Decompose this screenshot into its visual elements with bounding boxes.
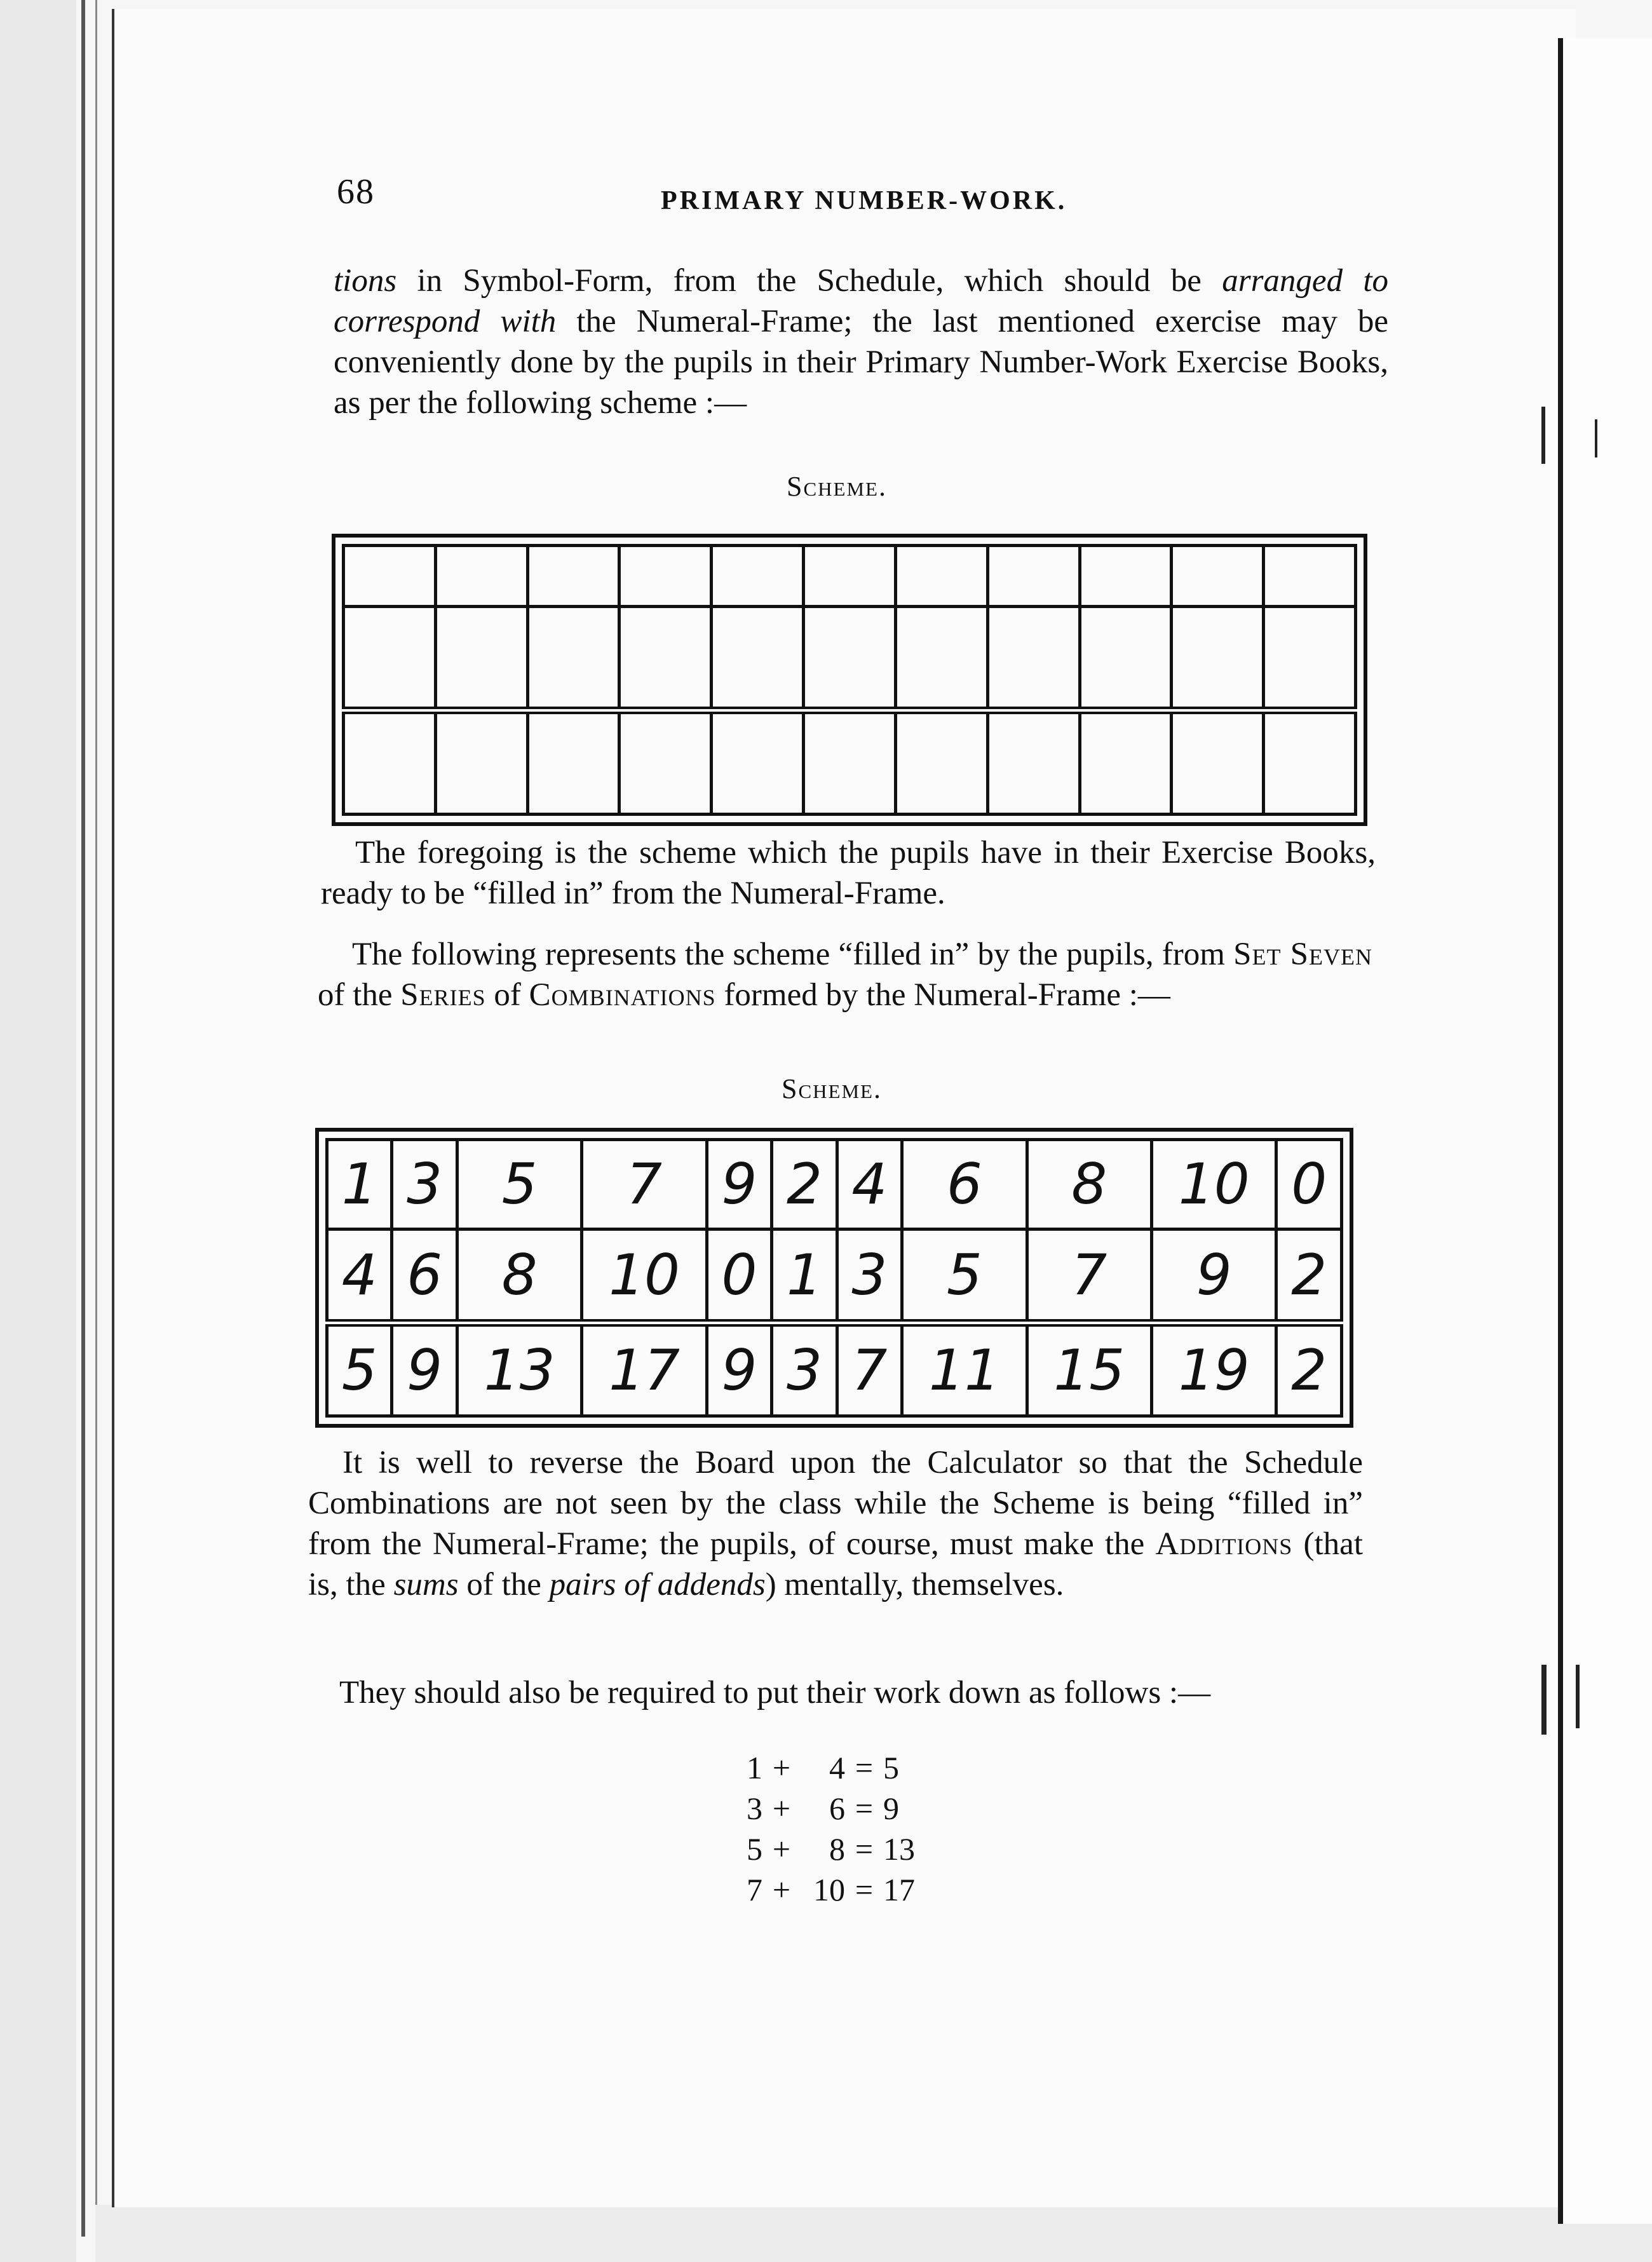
addend: 1 bbox=[747, 1750, 762, 1785]
table-cell: 10 bbox=[1152, 1140, 1276, 1229]
equals-sign: = bbox=[855, 1750, 874, 1785]
equals-sign: = bbox=[855, 1791, 874, 1826]
table-cell: 6 bbox=[902, 1140, 1027, 1229]
text-run: in Symbol-Form, from the Schedule, which should be bbox=[396, 263, 1222, 299]
table-cell: 0 bbox=[707, 1229, 771, 1323]
plus-sign: + bbox=[772, 1750, 791, 1785]
sum: 17 bbox=[883, 1872, 915, 1907]
table-cell: 8 bbox=[1027, 1140, 1151, 1229]
page-stack-edge bbox=[81, 0, 85, 2237]
scheme-caption-1: Scheme. bbox=[787, 471, 887, 502]
text-run: of bbox=[485, 977, 529, 1013]
table-cell: 2 bbox=[772, 1140, 837, 1229]
equation-list bbox=[724, 1747, 966, 1910]
text-run: (that is, the bbox=[308, 1526, 1363, 1602]
table-cell: 7 bbox=[837, 1323, 902, 1416]
facing-page-edge bbox=[1558, 38, 1652, 2224]
table-cell: 3 bbox=[392, 1140, 457, 1229]
table-cell: 10 bbox=[582, 1229, 707, 1323]
scan-margin-left bbox=[0, 0, 76, 2262]
paragraph-work-down: They should also be required to put their work down as follows :— bbox=[339, 1675, 1211, 1710]
paragraph-following bbox=[318, 934, 1372, 1015]
text-run: formed by the Numeral-Frame :— bbox=[715, 977, 1170, 1013]
text-italic: arranged to correspond with bbox=[334, 263, 1389, 339]
text-run: the Numeral-Frame; the last mentioned exercise may be conveniently done by the pupils in their Primary Number-Work Exercise Books, as per the following scheme :— bbox=[334, 304, 1388, 421]
table-row bbox=[344, 546, 1356, 607]
plus-sign: + bbox=[772, 1831, 791, 1867]
table-cell: 9 bbox=[1152, 1229, 1276, 1323]
table-row bbox=[327, 1323, 1342, 1416]
text-run: The following represents the scheme “filled in” by the pupils, from bbox=[352, 937, 1234, 972]
equation-row bbox=[724, 1829, 966, 1869]
page-stack-edge bbox=[95, 0, 97, 2237]
text-run: ) mentally, themselves. bbox=[765, 1567, 1064, 1602]
binding-mark bbox=[1541, 1665, 1547, 1735]
table-row bbox=[344, 607, 1356, 710]
text-smallcaps: Series bbox=[400, 977, 486, 1013]
table-cell: 17 bbox=[582, 1323, 707, 1416]
table-row bbox=[327, 1229, 1342, 1323]
equals-sign: = bbox=[855, 1872, 874, 1907]
table-row bbox=[344, 710, 1356, 814]
table-cell: 15 bbox=[1027, 1323, 1151, 1416]
plus-sign: + bbox=[772, 1872, 791, 1907]
paragraph-reverse-board bbox=[308, 1442, 1363, 1605]
page-header bbox=[337, 172, 1391, 222]
table-row bbox=[327, 1140, 1342, 1229]
addend: 4 bbox=[829, 1750, 845, 1785]
plus-sign: + bbox=[772, 1791, 791, 1826]
table-cell: 6 bbox=[392, 1229, 457, 1323]
equation-row bbox=[724, 1788, 966, 1829]
running-head: PRIMARY NUMBER-WORK. bbox=[661, 186, 1067, 215]
addend: 10 bbox=[813, 1872, 845, 1907]
addend: 7 bbox=[747, 1872, 762, 1907]
blank-scheme-table bbox=[332, 534, 1367, 826]
text-italic: tions bbox=[334, 263, 397, 299]
text-run: of the bbox=[318, 977, 401, 1013]
binding-mark bbox=[1576, 1665, 1580, 1728]
table-cell: 4 bbox=[837, 1140, 902, 1229]
table-cell: 19 bbox=[1152, 1323, 1276, 1416]
binding-mark bbox=[1541, 407, 1545, 464]
text-smallcaps: Set Seven bbox=[1233, 937, 1372, 972]
addend: 5 bbox=[747, 1831, 762, 1867]
table-cell: 7 bbox=[1027, 1229, 1151, 1323]
equation-row bbox=[724, 1747, 966, 1788]
scan-margin-bottom bbox=[95, 2205, 1652, 2262]
text-run: It is well to reverse the Board upon the Calculator so that the Schedule Combinations are not seen by the class while the Scheme is being “filled in” from the Numeral-Frame; the pupils, of course, must make the bbox=[308, 1445, 1363, 1562]
table-cell: 5 bbox=[327, 1323, 392, 1416]
table-cell: 3 bbox=[772, 1323, 837, 1416]
equals-sign: = bbox=[855, 1831, 874, 1867]
table-cell: 4 bbox=[327, 1229, 392, 1323]
table-cell: 11 bbox=[902, 1323, 1027, 1416]
addend: 3 bbox=[747, 1791, 762, 1826]
scheme-caption-2: Scheme. bbox=[782, 1073, 882, 1104]
text-smallcaps: Combinations bbox=[529, 977, 716, 1013]
table-cell: 5 bbox=[902, 1229, 1027, 1323]
table-cell: 9 bbox=[392, 1323, 457, 1416]
page-number: 68 bbox=[337, 172, 375, 212]
table-cell: 1 bbox=[327, 1140, 392, 1229]
text-italic: sums bbox=[393, 1567, 459, 1602]
table-cell: 13 bbox=[457, 1323, 581, 1416]
text-run: of the bbox=[458, 1567, 550, 1602]
table-cell: 9 bbox=[707, 1323, 771, 1416]
table-cell: 9 bbox=[707, 1140, 771, 1229]
table-cell: 7 bbox=[582, 1140, 707, 1229]
addend: 8 bbox=[829, 1831, 845, 1867]
table-cell: 2 bbox=[1276, 1323, 1342, 1416]
sum: 5 bbox=[883, 1750, 899, 1785]
table-cell: 0 bbox=[1276, 1140, 1342, 1229]
text-smallcaps: Additions bbox=[1155, 1526, 1293, 1562]
text-italic: pairs of addends bbox=[549, 1567, 766, 1602]
table-cell: 8 bbox=[457, 1229, 581, 1323]
addend: 6 bbox=[829, 1791, 845, 1826]
paragraph-continuation bbox=[334, 261, 1388, 423]
table-cell: 2 bbox=[1276, 1229, 1342, 1323]
filled-scheme-table bbox=[315, 1128, 1353, 1428]
sum: 9 bbox=[883, 1791, 899, 1826]
sum: 13 bbox=[883, 1831, 915, 1867]
paragraph-foregoing: The foregoing is the scheme which the pupils have in their Exercise Books, ready to be “filled in” from the Numeral-Frame. bbox=[321, 835, 1376, 911]
table-cell: 5 bbox=[457, 1140, 581, 1229]
equation-row bbox=[724, 1869, 966, 1910]
table-cell: 3 bbox=[837, 1229, 902, 1323]
binding-mark bbox=[1595, 419, 1597, 457]
table-cell: 1 bbox=[772, 1229, 837, 1323]
